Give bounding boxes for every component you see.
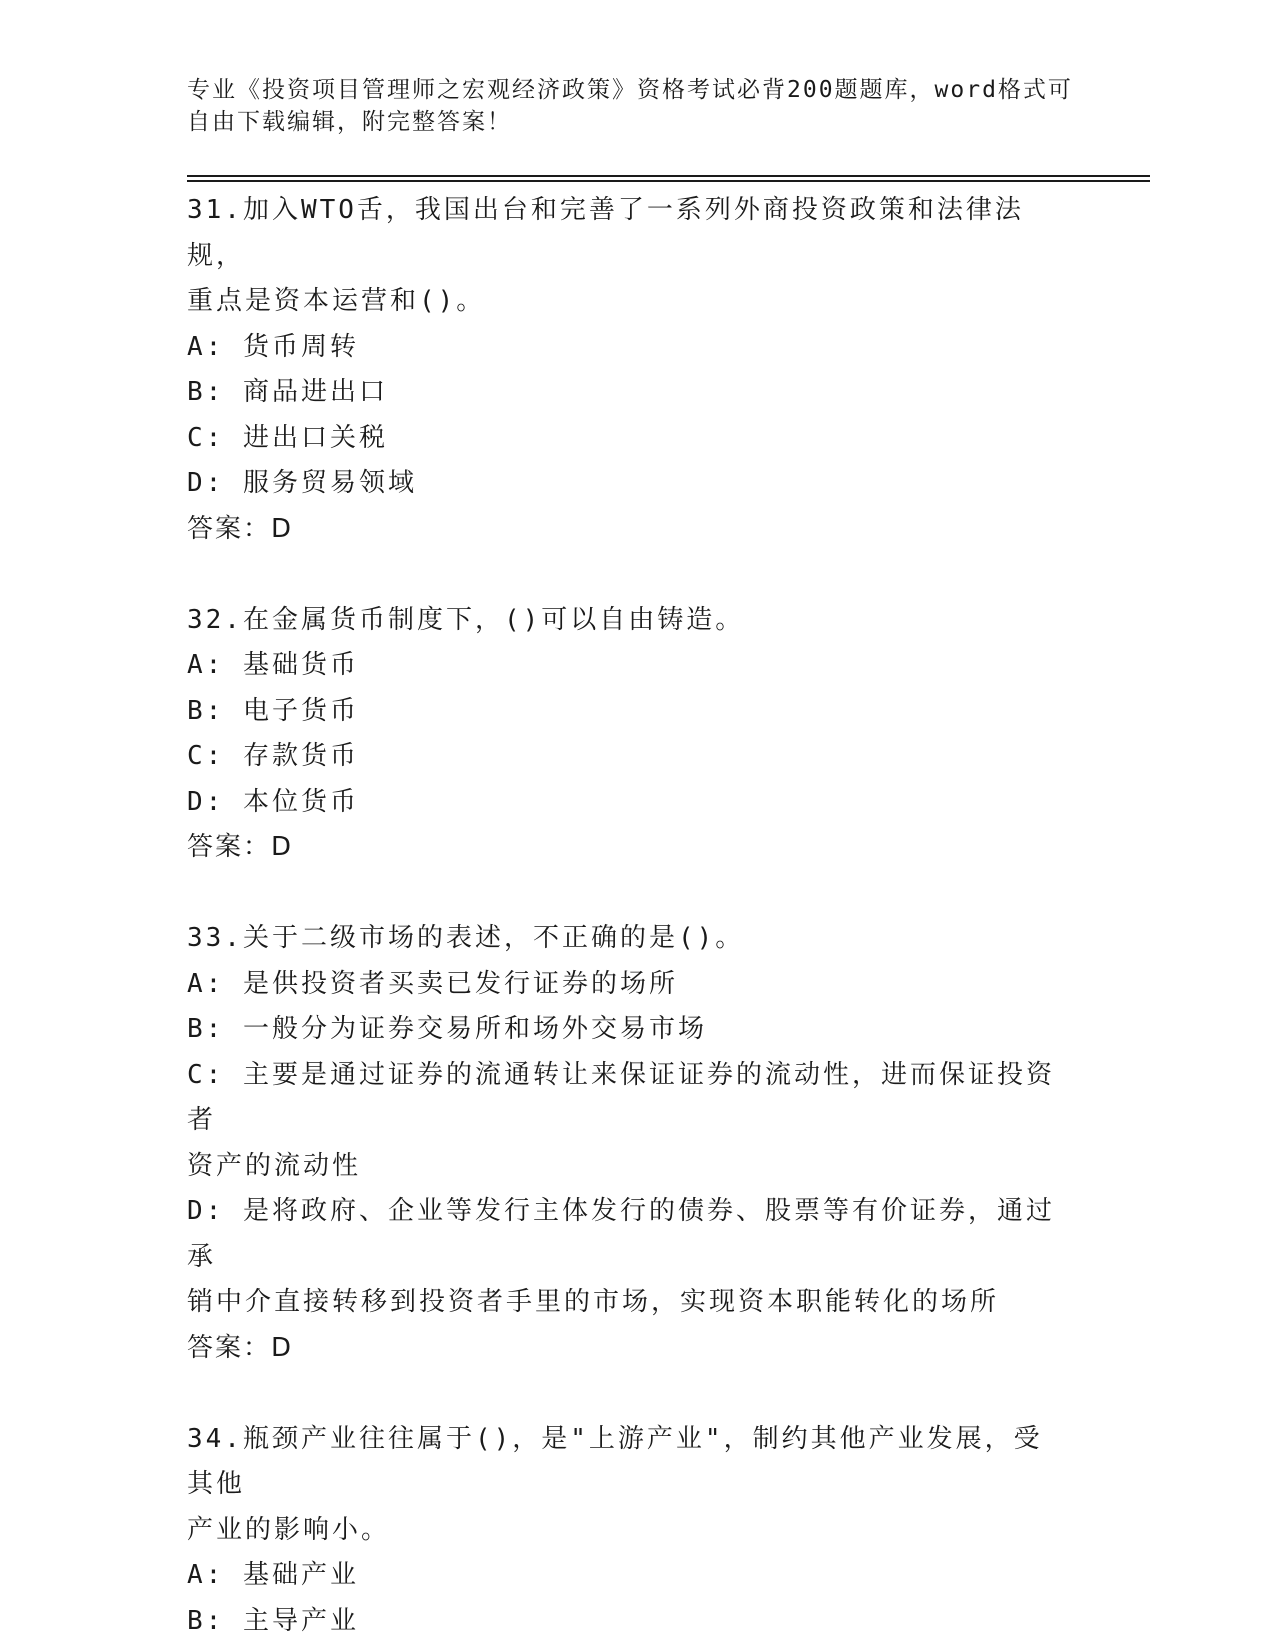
question-gap <box>187 1371 1067 1417</box>
option-a: A: 基础产业 <box>187 1560 359 1590</box>
option-b: B: 主导产业 <box>187 1605 359 1636</box>
question-34 <box>187 1417 1067 1645</box>
question-gap <box>187 552 1067 598</box>
option-c: C: 存款货币 <box>187 741 359 771</box>
option-b: B: 一般分为证券交易所和场外交易市场 <box>187 1014 707 1044</box>
question-text: 33.关于二级市场的表述，不正确的是()。 <box>187 923 745 953</box>
header-intro-line-1: 专业《投资项目管理师之宏观经济政策》资格考试必背200题题库，word格式可 <box>187 77 1073 103</box>
question-gap <box>187 871 1067 917</box>
answer: 答案：D <box>187 513 294 544</box>
option-d: D: 本位货币 <box>187 786 359 817</box>
document-header <box>187 74 1087 138</box>
option-c: C: 进出口关税 <box>187 422 388 453</box>
option-c: C: 主要是通过证券的流通转让来保证证券的流动性，进而保证投资者 <box>187 1059 1055 1135</box>
option-b: B: 商品进出口 <box>187 377 388 407</box>
question-text-continued: 产业的影响小。 <box>187 1514 391 1545</box>
header-intro-line-2: 自由下载编辑，附完整答案！ <box>187 109 512 135</box>
option-b: B: 电子货币 <box>187 695 359 726</box>
question-text-continued: 重点是资本运营和()。 <box>187 286 486 316</box>
answer: 答案：D <box>187 1332 294 1363</box>
header-divider-bottom <box>187 180 1150 182</box>
question-text: 34.瓶颈产业往往属于()，是"上游产业"，制约其他产业发展，受其他 <box>187 1423 1043 1499</box>
option-d-continued: 销中介直接转移到投资者手里的市场，实现资本职能转化的场所 <box>187 1287 1000 1317</box>
option-a: A: 基础货币 <box>187 650 359 680</box>
option-d: D: 是将政府、企业等发行主体发行的债券、股票等有价证券，通过承 <box>187 1196 1055 1272</box>
question-list <box>187 188 1067 1644</box>
header-divider-top <box>187 175 1150 177</box>
question-32 <box>187 598 1067 871</box>
question-text: 32.在金属货币制度下，()可以自由铸造。 <box>187 604 745 635</box>
option-d: D: 服务贸易领域 <box>187 468 417 498</box>
option-a: A: 货币周转 <box>187 331 359 362</box>
answer: 答案：D <box>187 832 294 862</box>
question-text: 31.加入WTO舌，我国出台和完善了一系列外商投资政策和法律法规， <box>187 195 1024 271</box>
option-a: A: 是供投资者买卖已发行证券的场所 <box>187 968 678 999</box>
question-33 <box>187 916 1067 1371</box>
question-31 <box>187 188 1067 552</box>
option-c-continued: 资产的流动性 <box>187 1150 362 1181</box>
